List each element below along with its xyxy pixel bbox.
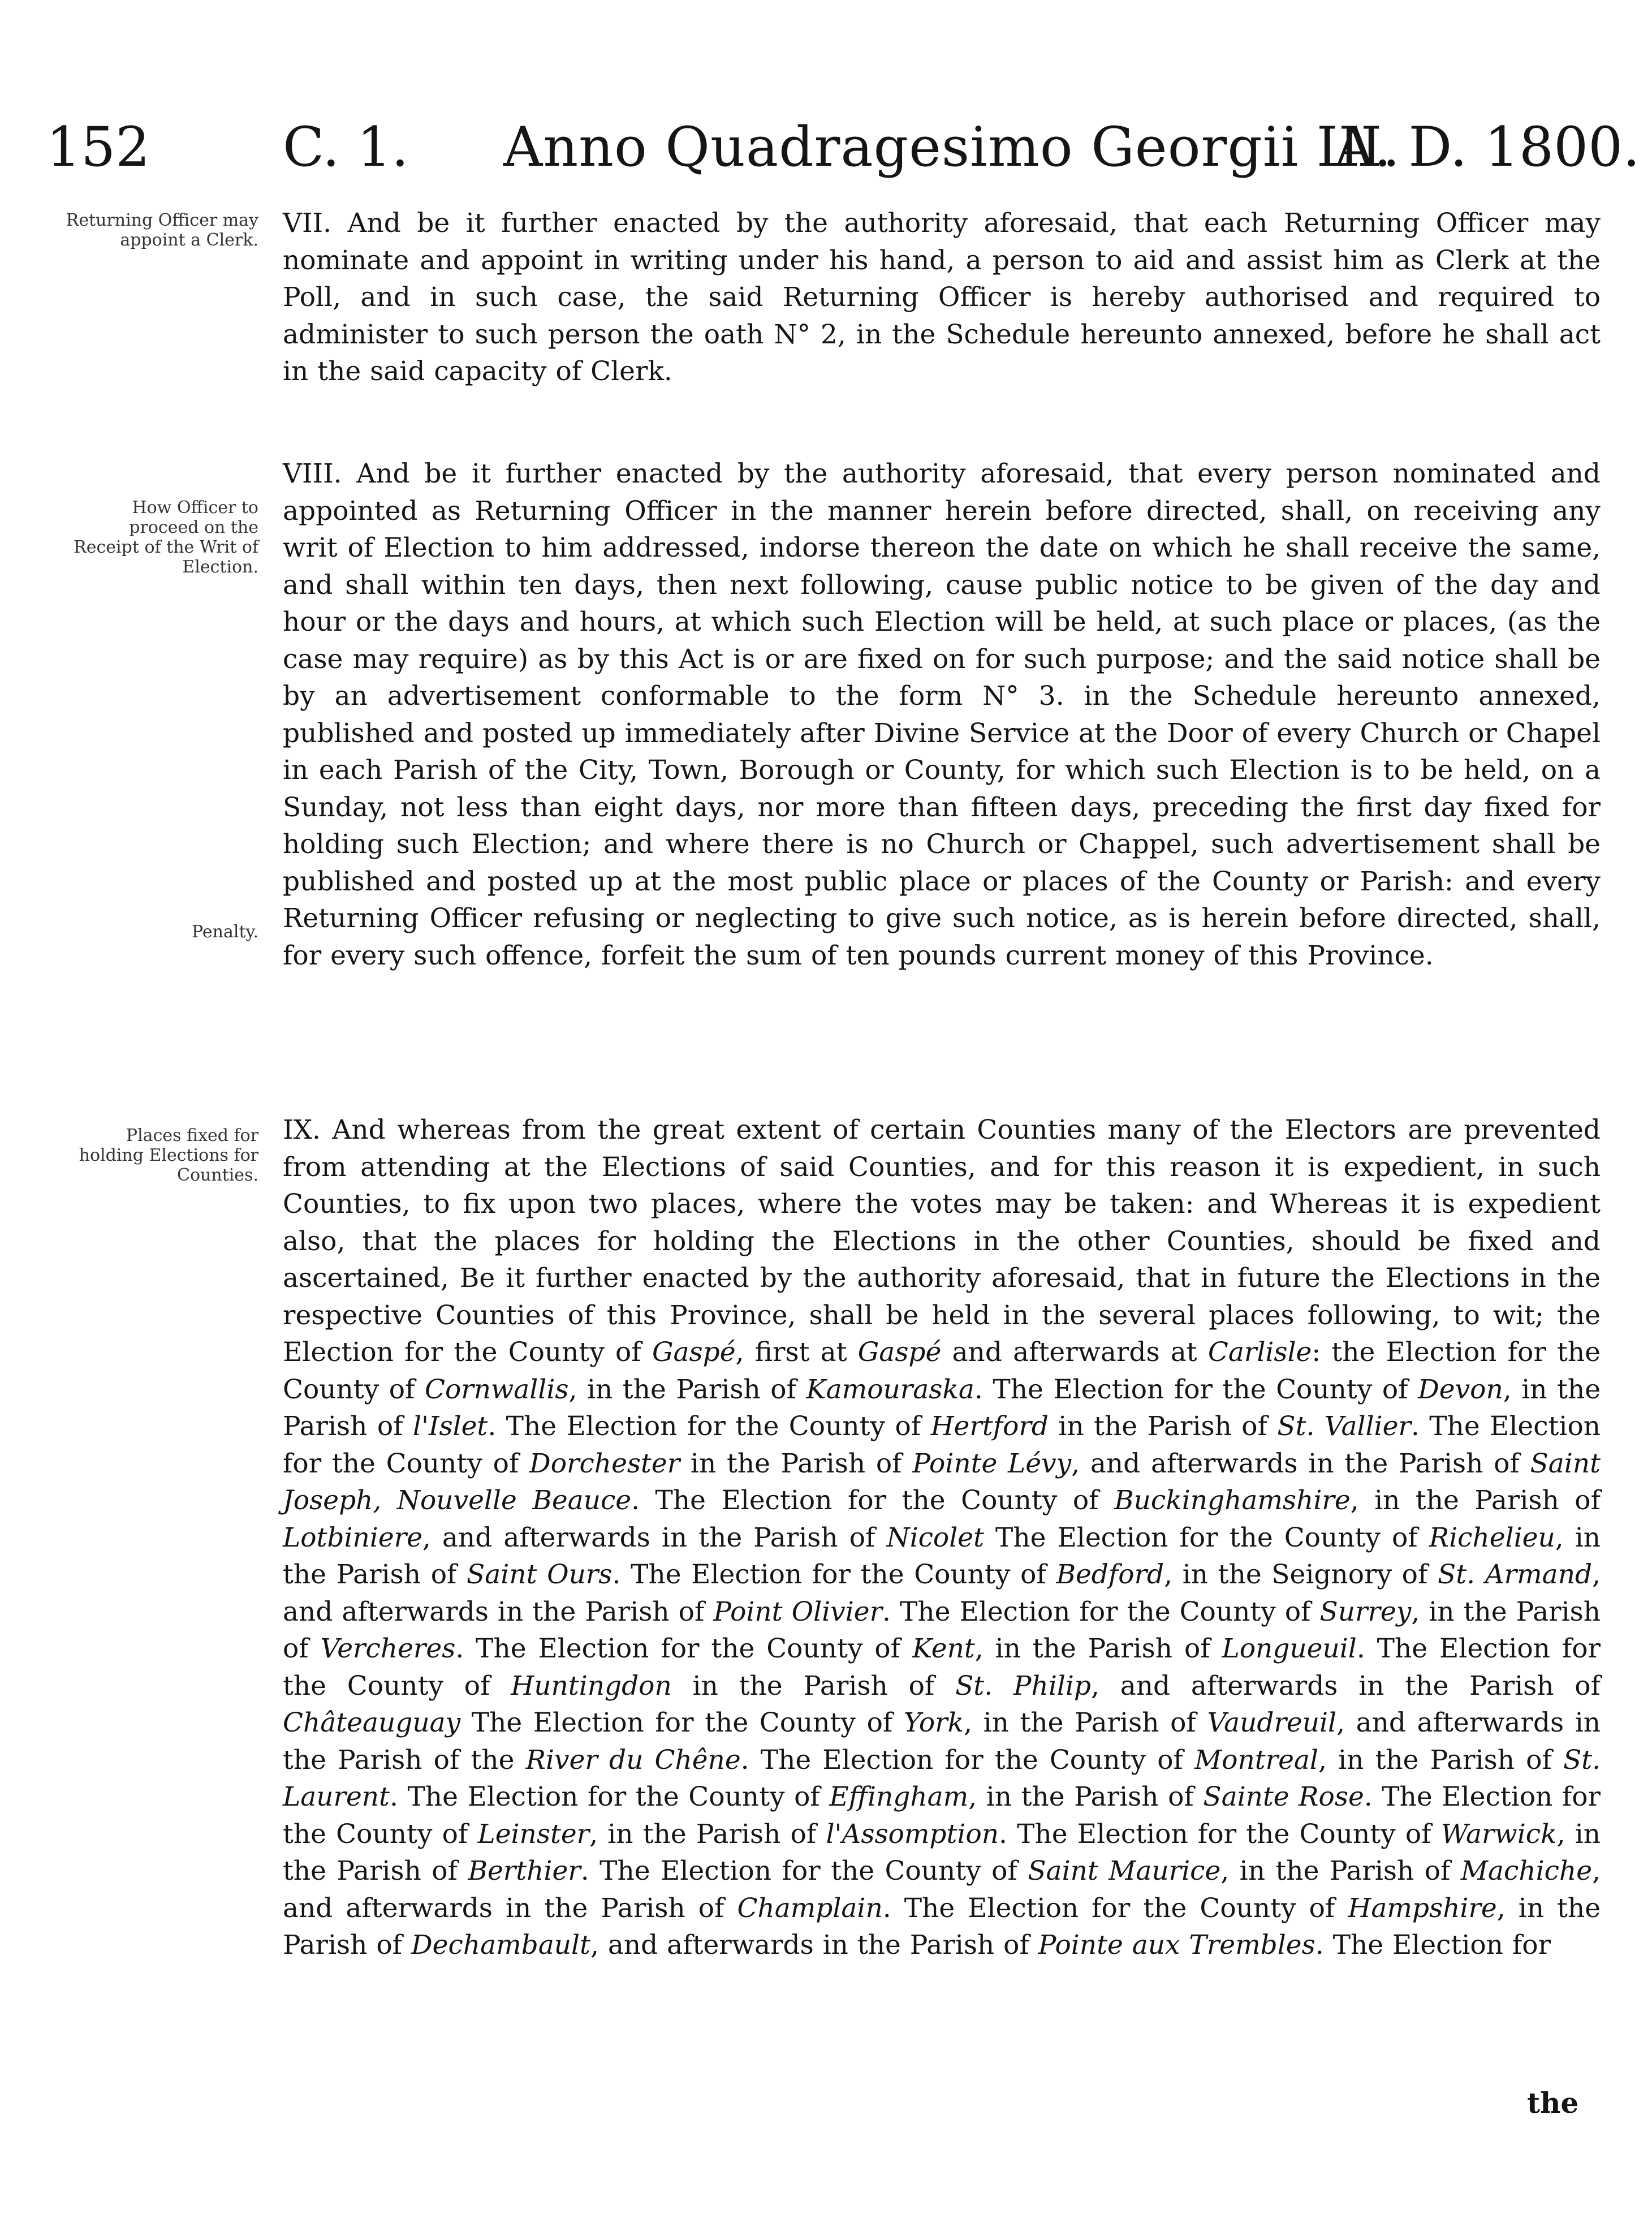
text-run: , in the Parish of — [568, 1373, 806, 1405]
place-name: Sainte Rose — [1203, 1781, 1364, 1812]
text-run: . The Election for the County of — [488, 1411, 931, 1442]
text-run: , and afterwards in the Parish of — [283, 1855, 1601, 1924]
section-vii-paragraph: VII. And be it further enacted by the authority aforesaid, that each Returning Officer may nominate and appoint in writing under his hand, a person to aid and assist him as Clerk at the Poll, and in such case, the said Returning Officer is hereby authorised and required to administer to such person the oath N° 2, in the Schedule hereunto annexed, before he shall act in the said capacity of Clerk. — [283, 208, 1601, 387]
place-name: Saint Joseph, Nouvelle Beauce — [283, 1448, 1601, 1516]
margin-note-election-places: Places fixed for holding Elections for Counties. — [79, 1126, 258, 1185]
text-run: . The Election for the County of — [999, 1818, 1441, 1850]
text-run: , and afterwards in the Parish of — [590, 1930, 1038, 1961]
place-name: Cornwallis — [425, 1373, 569, 1405]
place-name: Nicolet — [886, 1522, 984, 1553]
text-run: The Election for the County of — [984, 1522, 1429, 1553]
place-name: Pointe Lévy — [912, 1448, 1072, 1479]
text-run: , in the Parish of — [283, 1818, 1601, 1887]
text-run: , first at — [735, 1337, 858, 1368]
place-name: Hampshire — [1348, 1892, 1497, 1924]
place-name: Surrey — [1319, 1596, 1412, 1627]
place-name: Lotbiniere — [283, 1522, 422, 1553]
section-ix-paragraph — [283, 1112, 1601, 1964]
text-run: and afterwards at — [941, 1337, 1208, 1368]
text-run: The Election for the County of — [460, 1707, 904, 1738]
text-run: , and afterwards in the Parish of — [283, 1559, 1601, 1627]
place-name: Dechambault — [411, 1930, 590, 1961]
text-run: . The Election for the County of — [612, 1559, 1056, 1590]
place-name: Machiche — [1460, 1855, 1593, 1887]
place-name: Bedford — [1056, 1559, 1164, 1590]
place-name: Huntingdon — [511, 1670, 672, 1702]
place-name: Carlisle — [1207, 1337, 1312, 1368]
text-run: in the Parish of — [1048, 1411, 1278, 1442]
place-name: River du Chêne — [525, 1744, 741, 1776]
margin-note-returning-officer: Returning Officer may appoint a Clerk. — [66, 210, 258, 250]
text-run: , in the Parish of — [283, 1596, 1601, 1664]
place-name: York — [903, 1707, 964, 1738]
text-run: . The Election for the County of — [283, 1411, 1601, 1479]
text-run: , in the Parish of — [589, 1818, 826, 1850]
section-ix-intro: IX. And whereas from the great extent of certain Counties many of the Electors are prevented from attending at the Elections of said Counties, and for this reason it is expedient, in such Counties, to fix upon two places, where the votes may be taken: and Whereas it is expedient also, that the places for holding the Elections in the other Counties, should be fixed and ascertained, Be it further enacted by the authority aforesaid, that in future the Elections in the respective Counties of this Province, shall be held in the several places following, to wit; the Election for the County of — [283, 1114, 1601, 1368]
text-run: . The Election for the County of — [631, 1485, 1115, 1516]
place-name: Dorchester — [529, 1448, 680, 1479]
text-run: in the Parish of — [671, 1670, 956, 1702]
place-name: Châteauguay — [283, 1707, 461, 1738]
text-run: , in the Parish of — [283, 1522, 1601, 1590]
place-name: l'Islet — [412, 1411, 488, 1442]
place-name: St. Armand — [1438, 1559, 1593, 1590]
place-name: St. Laurent — [283, 1744, 1601, 1812]
place-name: Richelieu — [1429, 1522, 1555, 1553]
text-run: , in the Parish of — [964, 1707, 1207, 1738]
place-name: Leinster — [477, 1818, 590, 1850]
margin-note-penalty: Penalty. — [192, 922, 258, 942]
section-viii-paragraph: VIII. And be it further enacted by the authority aforesaid, that every person nominated and appointed as Returning Officer in the manner herein before directed, shall, on receiving any writ of Election to him addressed, indorse thereon the date on which he shall receive the same, and shall within ten days, then next following, cause public notice to be given of the day and hour or the days and hours, at which such Election will be held, at such place or places, (as the case may require) as by this Act is or are fixed on for such purpose; and the said notice shall be by an advertisement conformable to the form N° 3. in the Schedule hereunto annexed, published and posted up immediately after Divine Service at the Door of every Church or Chapel in each Parish of the City, Town, Borough or County, for which such Election is to be held, on a Sunday, not less than eight days, nor more than fifteen days, preceding the first day fixed for holding such Election; and where there is no Church or Chappel, such advertisement shall be published and posted up at the most public place or places of the County or Parish: and every Returning Officer refusing or neglecting to give such notice, as is herein before directed, shall, for every such offence, forfeit the sum of ten pounds current money of this Province. — [283, 458, 1601, 971]
place-name: Longueuil — [1222, 1633, 1357, 1664]
text-run: . The Election for the County of — [882, 1596, 1320, 1627]
place-name: Saint Ours — [467, 1559, 613, 1590]
place-name: Buckinghamshire — [1114, 1485, 1351, 1516]
margin-note-writ-of-election: How Officer to proceed on the Receipt of the Writ of Election. — [74, 498, 258, 577]
chapter-number: C. 1. — [283, 115, 409, 179]
text-run: , in the Seignory of — [1164, 1559, 1438, 1590]
place-name: St. Vallier — [1277, 1411, 1411, 1442]
text-run: , in the Parish of — [1350, 1485, 1601, 1516]
text-run: . The Election for the County of — [455, 1633, 912, 1664]
place-name: Kamouraska — [806, 1373, 974, 1405]
catchword: the — [1527, 2086, 1579, 2120]
text-run: , and afterwards in the Parish of — [1091, 1670, 1601, 1702]
text-run: . The Election for the County of — [974, 1373, 1418, 1405]
place-name: Devon — [1418, 1373, 1503, 1405]
text-run: , in the Parish of — [974, 1633, 1222, 1664]
text-run: , and afterwards in the Parish of — [422, 1522, 887, 1553]
place-name: Pointe aux Trembles — [1038, 1930, 1315, 1961]
place-name: Montreal — [1194, 1744, 1318, 1776]
place-name: Gaspé — [857, 1337, 942, 1368]
text-run: , in the Parish of — [283, 1373, 1601, 1442]
place-name: Hertford — [930, 1411, 1049, 1442]
text-run: : the Election for the County of — [283, 1337, 1601, 1405]
place-name: Point Olivier — [713, 1596, 883, 1627]
text-run: in the Parish of — [680, 1448, 913, 1479]
place-name: Warwick — [1440, 1818, 1557, 1850]
text-run: . The Election for — [1315, 1930, 1551, 1961]
place-name: Berthier — [468, 1855, 581, 1887]
year-heading: A. D. 1800. — [1335, 115, 1640, 179]
place-name: Vaudreuil — [1207, 1707, 1337, 1738]
text-run: . The Election for the County of — [740, 1744, 1195, 1776]
place-name: Saint Maurice — [1028, 1855, 1221, 1887]
text-run: . The Election for the County of — [580, 1855, 1028, 1887]
text-run: . The Election for the County of — [283, 1633, 1601, 1702]
place-name: Vercheres — [320, 1633, 456, 1664]
place-name: St. Philip — [955, 1670, 1092, 1702]
text-run: , in the Parish of — [283, 1892, 1601, 1961]
page-number: 152 — [46, 115, 150, 179]
running-title: Anno Quadragesimo Georgii III. — [503, 115, 1401, 179]
text-run: , in the Parish of — [1220, 1855, 1461, 1887]
place-name: Champlain — [737, 1892, 883, 1924]
text-run: . The Election for the County of — [283, 1781, 1601, 1850]
place-name: Gaspé — [652, 1337, 736, 1368]
place-name: Kent — [912, 1633, 975, 1664]
text-run: , in the Parish of — [968, 1781, 1204, 1812]
text-run: . The Election for the County of — [882, 1892, 1348, 1924]
text-run: , and afterwards in the Parish of the — [283, 1707, 1601, 1776]
place-name: l'Assomption — [826, 1818, 999, 1850]
place-name: Effingham — [829, 1781, 969, 1812]
text-run: , in the Parish of — [1318, 1744, 1563, 1776]
text-run: . The Election for the County of — [389, 1781, 830, 1812]
text-run: , and afterwards in the Parish of — [1071, 1448, 1530, 1479]
